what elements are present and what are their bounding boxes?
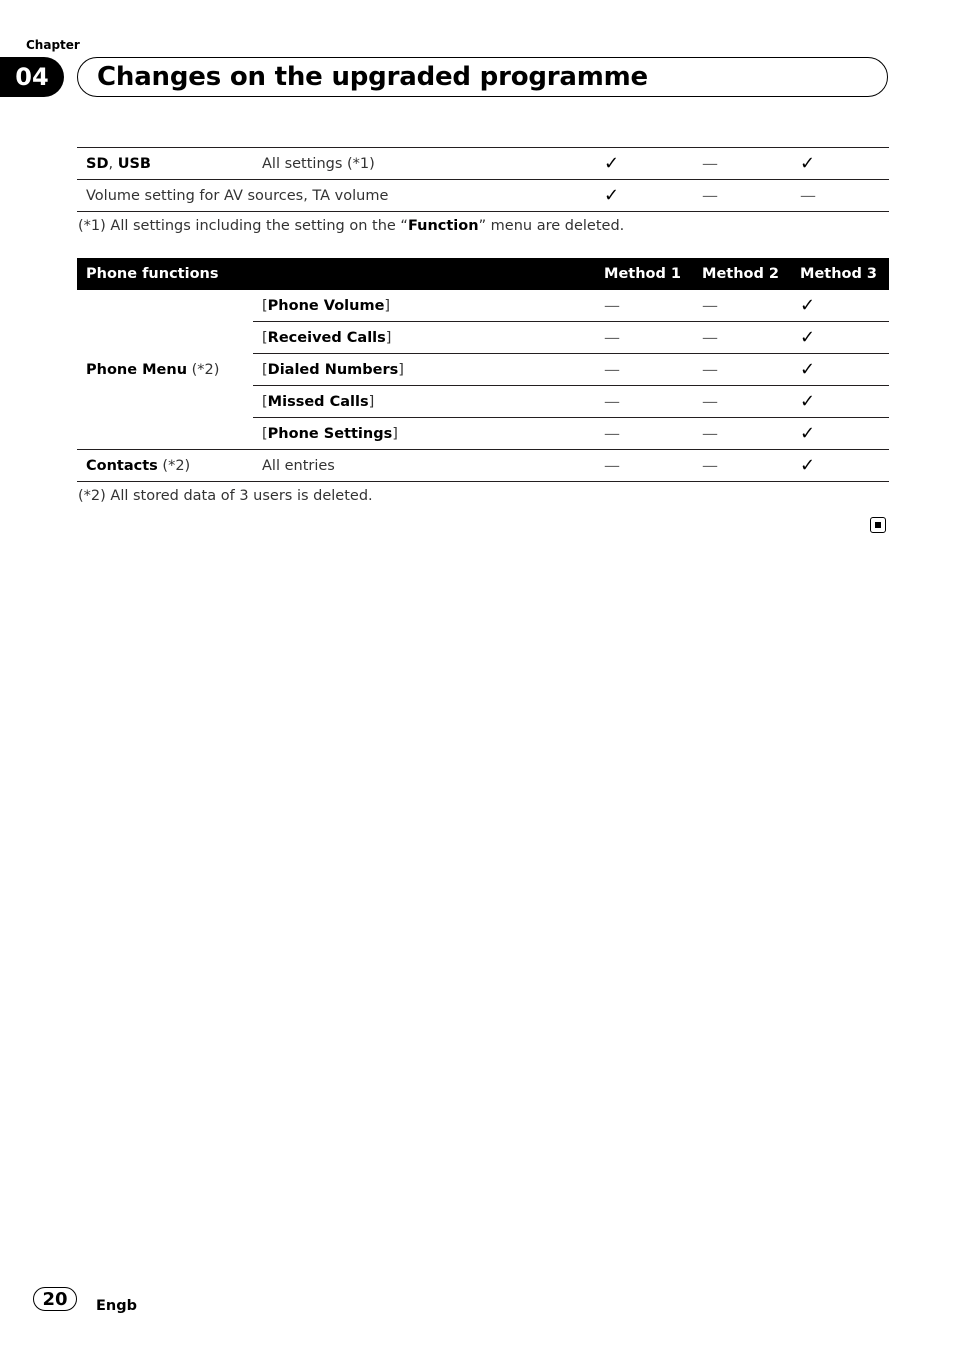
phone-menu-note: (*2) [187, 361, 220, 378]
method3-mark: ✓ [791, 450, 889, 482]
method2-mark: — [693, 450, 791, 482]
table-row [77, 290, 889, 322]
bracket-open: [ [262, 297, 268, 314]
footnote-1-text-end: ” menu are deleted. [478, 218, 625, 234]
table-row [77, 450, 889, 482]
menu-item-cell [253, 322, 595, 354]
contacts-entries-cell: All entries [253, 450, 595, 482]
language-code: Engb [96, 1298, 137, 1314]
table-row [77, 148, 889, 180]
chapter-title-box [77, 57, 888, 97]
menu-item-phone-volume: Phone Volume [267, 297, 385, 314]
table-header-row [77, 258, 889, 290]
method2-mark: — [693, 386, 791, 418]
bracket-open: [ [262, 361, 268, 378]
contacts-cell [77, 450, 253, 482]
method2-mark: — [693, 290, 791, 322]
method3-mark: ✓ [791, 290, 889, 322]
method2-mark: — [693, 322, 791, 354]
contacts-note: (*2) [157, 457, 191, 474]
chapter-label: Chapter [26, 38, 80, 52]
setting-cell: Volume setting for AV sources, TA volume [77, 180, 595, 212]
footnote-1-function: Function [407, 218, 479, 234]
chapter-number-tab: 04 [0, 57, 64, 97]
phone-menu-label: Phone Menu [86, 361, 188, 378]
header-method-3: Method 3 [791, 258, 889, 290]
page-title: Changes on the upgraded programme [97, 62, 648, 92]
bracket-close: ] [398, 361, 404, 378]
menu-item-phone-settings: Phone Settings [267, 425, 393, 442]
method1-mark: ✓ [595, 148, 693, 180]
method3-mark: ✓ [791, 418, 889, 450]
phone-functions-table [77, 258, 889, 482]
source-separator: , [108, 155, 118, 172]
footnote-1 [78, 218, 624, 234]
setting-cell: All settings (*1) [253, 148, 595, 180]
bracket-close: ] [392, 425, 398, 442]
method2-mark: — [693, 148, 791, 180]
method3-mark: — [791, 180, 889, 212]
method1-mark: — [595, 322, 693, 354]
source-cell [77, 148, 253, 180]
method1-mark: — [595, 354, 693, 386]
method3-mark: ✓ [791, 386, 889, 418]
menu-item-cell [253, 354, 595, 386]
menu-item-dialed-numbers: Dialed Numbers [267, 361, 399, 378]
menu-item-cell [253, 290, 595, 322]
method3-mark: ✓ [791, 148, 889, 180]
menu-item-cell [253, 418, 595, 450]
method3-mark: ✓ [791, 354, 889, 386]
table-row [77, 180, 889, 212]
contacts-label: Contacts [86, 457, 158, 474]
end-square-icon [870, 517, 886, 533]
header-phone-functions: Phone functions [77, 258, 595, 290]
method2-mark: — [693, 180, 791, 212]
method1-mark: — [595, 386, 693, 418]
method1-mark: — [595, 450, 693, 482]
method3-mark: ✓ [791, 322, 889, 354]
menu-item-received-calls: Received Calls [267, 329, 386, 346]
bracket-open: [ [262, 393, 268, 410]
page-number: 20 [33, 1287, 77, 1311]
bracket-close: ] [384, 297, 391, 314]
source-sd: SD [86, 155, 109, 172]
menu-item-missed-calls: Missed Calls [267, 393, 369, 410]
footnote-2: (*2) All stored data of 3 users is deleted. [78, 488, 373, 504]
phone-menu-cell [77, 290, 253, 450]
method1-mark: ✓ [595, 180, 693, 212]
footnote-1-text: (*1) All settings including the setting on the “ [78, 218, 408, 234]
bracket-close: ] [385, 329, 392, 346]
settings-table [77, 147, 889, 212]
method1-mark: — [595, 290, 693, 322]
source-usb: USB [117, 155, 151, 172]
method2-mark: — [693, 418, 791, 450]
method1-mark: — [595, 418, 693, 450]
menu-item-cell [253, 386, 595, 418]
method2-mark: — [693, 354, 791, 386]
header-method-2: Method 2 [693, 258, 791, 290]
header-method-1: Method 1 [595, 258, 693, 290]
bracket-close: ] [368, 393, 375, 410]
bracket-open: [ [262, 425, 268, 442]
bracket-open: [ [262, 329, 268, 346]
